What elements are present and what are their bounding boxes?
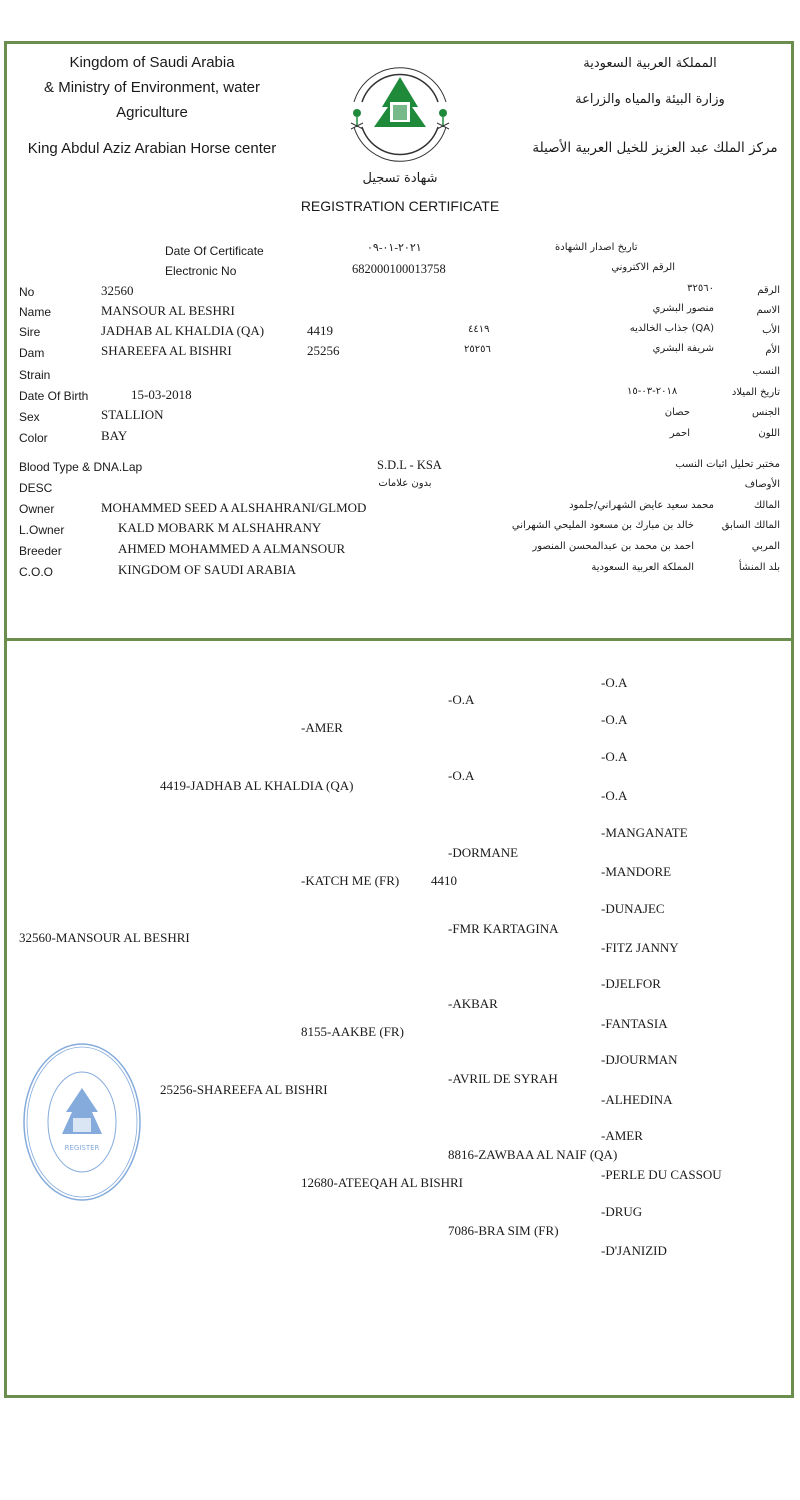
lowner-value: KALD MOBARK M ALSHAHRANY	[118, 520, 322, 535]
blood-label-ar: مختبر تحليل اثبات النسب	[675, 459, 780, 470]
pedigree-gen4-item: -AMER	[601, 1128, 643, 1143]
breeder-value-ar: احمد بن محمد بن عبدالمحسن المنصور	[532, 541, 694, 552]
ministry-emblem-icon	[340, 47, 460, 172]
name-value: MANSOUR AL BESHRI	[101, 303, 235, 318]
breeder-label-ar: المربي	[751, 541, 780, 552]
date-label-ar: تاريخ اصدار الشهادة	[555, 242, 638, 253]
header-en-line4: King Abdul Aziz Arabian Horse center	[27, 140, 277, 157]
blood-label: Blood Type & DNA.Lap	[19, 460, 143, 474]
pedigree-gen4-item: -O.A	[601, 675, 628, 690]
dam-number: 25256	[307, 343, 340, 358]
blood-value: S.D.L - KSA	[377, 458, 442, 472]
color-value-ar: احمر	[669, 428, 690, 439]
pedigree-gen4-item: -FITZ JANNY	[601, 940, 679, 955]
name-value-ar: منصور البشري	[652, 303, 714, 314]
pedigree-dam: 25256-SHAREEFA AL BISHRI	[160, 1082, 328, 1097]
pedigree-gen3-item: -O.A	[448, 768, 475, 783]
pedigree-gen4-item: -O.A	[601, 788, 628, 803]
strain-label-ar: النسب	[752, 366, 780, 377]
dob-label: Date Of Birth	[19, 389, 89, 403]
electronic-label-en: Electronic No	[165, 264, 237, 278]
color-value: BAY	[101, 428, 128, 443]
sex-value-ar: حصان	[664, 407, 690, 418]
dob-value-ar: ٢٠١٨-٠٣-١٥	[627, 386, 678, 397]
sire-label: Sire	[19, 325, 41, 339]
header-en-line2: & Ministry of Environment, water	[44, 79, 260, 96]
sire-label-ar: الأب	[762, 325, 780, 336]
breeder-value: AHMED MOHAMMED A ALMANSOUR	[118, 541, 346, 556]
stamp-text: REGISTER	[64, 1144, 100, 1152]
pedigree-gen3-item: -DORMANE	[448, 845, 519, 860]
pedigree-gen4-item: -DJOURMAN	[601, 1052, 678, 1067]
lowner-value-ar: خالد بن مبارك بن مسعود المليحي الشهراني	[511, 520, 694, 531]
pedigree-gen2-item: 8155-AAKBE (FR)	[301, 1024, 404, 1039]
pedigree-gen4-item: -PERLE DU CASSOU	[601, 1167, 722, 1182]
sire-number: 4419	[307, 323, 333, 338]
coo-value: KINGDOM OF SAUDI ARABIA	[118, 562, 297, 577]
pedigree-gen4-item: -DRUG	[601, 1204, 643, 1219]
pedigree-gen3-item: -AKBAR	[448, 996, 498, 1011]
dam-number-ar: ٢٥٢٥٦	[464, 344, 491, 355]
header-ar-line2: وزارة البيئة والمياه والزراعة	[575, 92, 725, 107]
pedigree-gen4-item: -O.A	[601, 712, 628, 727]
color-label: Color	[19, 431, 48, 445]
coo-value-ar: المملكة العربية السعودية	[591, 562, 694, 573]
pedigree-gen2-item: -KATCH ME (FR)	[301, 873, 400, 888]
coo-label: C.O.O	[19, 565, 54, 579]
pedigree-gen2-item: -AMER	[301, 720, 343, 735]
sex-label-ar: الجنس	[751, 407, 780, 418]
section-divider	[4, 638, 794, 641]
date-label-en: Date Of Certificate	[165, 244, 264, 258]
electronic-label-ar: الرقم الاكتروني	[611, 262, 675, 273]
date-value: ٢٠٢١-٠١-٠٩	[367, 242, 422, 254]
sire-value-ar: (QA) جذاب الخالديه	[629, 323, 714, 334]
sire-number-ar: ٤٤١٩	[468, 324, 490, 335]
name-label-ar: الاسم	[756, 305, 780, 316]
title-ar: شهادة تسجيل	[362, 171, 438, 186]
pedigree-gen4-item: -DJELFOR	[601, 976, 661, 991]
sire-value: JADHAB AL KHALDIA (QA)	[101, 323, 265, 338]
header-en-line3: Agriculture	[116, 104, 188, 121]
electronic-value: 682000100013758	[352, 262, 446, 276]
pedigree-gen3-item: 8816-ZAWBAA AL NAIF (QA)	[448, 1147, 618, 1162]
owner-label: Owner	[19, 502, 55, 516]
desc-label: DESC	[19, 481, 53, 495]
header-en-line1: Kingdom of Saudi Arabia	[69, 54, 235, 71]
color-label-ar: اللون	[758, 428, 780, 439]
dob-label-ar: تاريخ الميلاد	[731, 387, 780, 398]
lowner-label: L.Owner	[19, 523, 65, 537]
pedigree-gen2-item: 12680-ATEEQAH AL BISHRI	[301, 1175, 464, 1190]
header-ar-line3: مركز الملك عبد العزيز للخيل العربية الأصيلة	[532, 140, 778, 156]
pedigree-gen3-item: -FMR KARTAGINA	[448, 921, 559, 936]
owner-value-ar: محمد سعيد عايض الشهراني/جلمود	[569, 500, 714, 511]
pedigree-gen4-item: -O.A	[601, 749, 628, 764]
breeder-label: Breeder	[19, 544, 62, 558]
pedigree-gen3-item: 7086-BRA SIM (FR)	[448, 1223, 559, 1238]
name-label: Name	[19, 305, 52, 319]
no-label: No	[19, 285, 35, 299]
owner-value: MOHAMMED SEED A ALSHAHRANI/GLMOD	[101, 500, 367, 515]
sex-label: Sex	[19, 410, 40, 424]
dam-label: Dam	[19, 346, 45, 360]
pedigree-gen2-extra: 4410	[431, 873, 457, 888]
pedigree-gen4-item: -DUNAJEC	[601, 901, 665, 916]
lowner-label-ar: المالك السابق	[721, 520, 780, 531]
desc-label-ar: الأوصاف	[744, 479, 780, 490]
pedigree-gen4-item: -ALHEDINA	[601, 1092, 673, 1107]
title-en: REGISTRATION CERTIFICATE	[300, 198, 500, 214]
no-value: 32560	[101, 283, 134, 298]
sex-value: STALLION	[101, 407, 164, 422]
no-label-ar: الرقم	[757, 285, 780, 296]
pedigree-gen4-item: -D'JANIZID	[601, 1243, 667, 1258]
dam-label-ar: الأم	[765, 345, 780, 356]
pedigree-gen4-item: -FANTASIA	[601, 1016, 668, 1031]
registry-stamp-icon	[20, 1040, 144, 1205]
dob-value: 15-03-2018	[131, 387, 192, 402]
dam-value-ar: شريفة البشري	[652, 343, 714, 354]
dam-value: SHAREEFA AL BISHRI	[101, 343, 232, 358]
pedigree-horse: 32560-MANSOUR AL BESHRI	[19, 930, 190, 945]
header-ar-line1: المملكة العربية السعودية	[583, 56, 717, 71]
pedigree-gen3-item: -O.A	[448, 692, 475, 707]
pedigree-sire: 4419-JADHAB AL KHALDIA (QA)	[160, 778, 354, 793]
coo-label-ar: بلد المنشأ	[738, 562, 780, 573]
strain-label: Strain	[19, 368, 51, 382]
desc-value-ar: بدون علامات	[378, 478, 432, 489]
pedigree-gen4-item: -MANGANATE	[601, 825, 688, 840]
owner-label-ar: المالك	[753, 500, 780, 511]
pedigree-gen4-item: -MANDORE	[601, 864, 672, 879]
pedigree-gen3-item: -AVRIL DE SYRAH	[448, 1071, 558, 1086]
no-value-ar: ٣٢٥٦٠	[687, 283, 714, 294]
